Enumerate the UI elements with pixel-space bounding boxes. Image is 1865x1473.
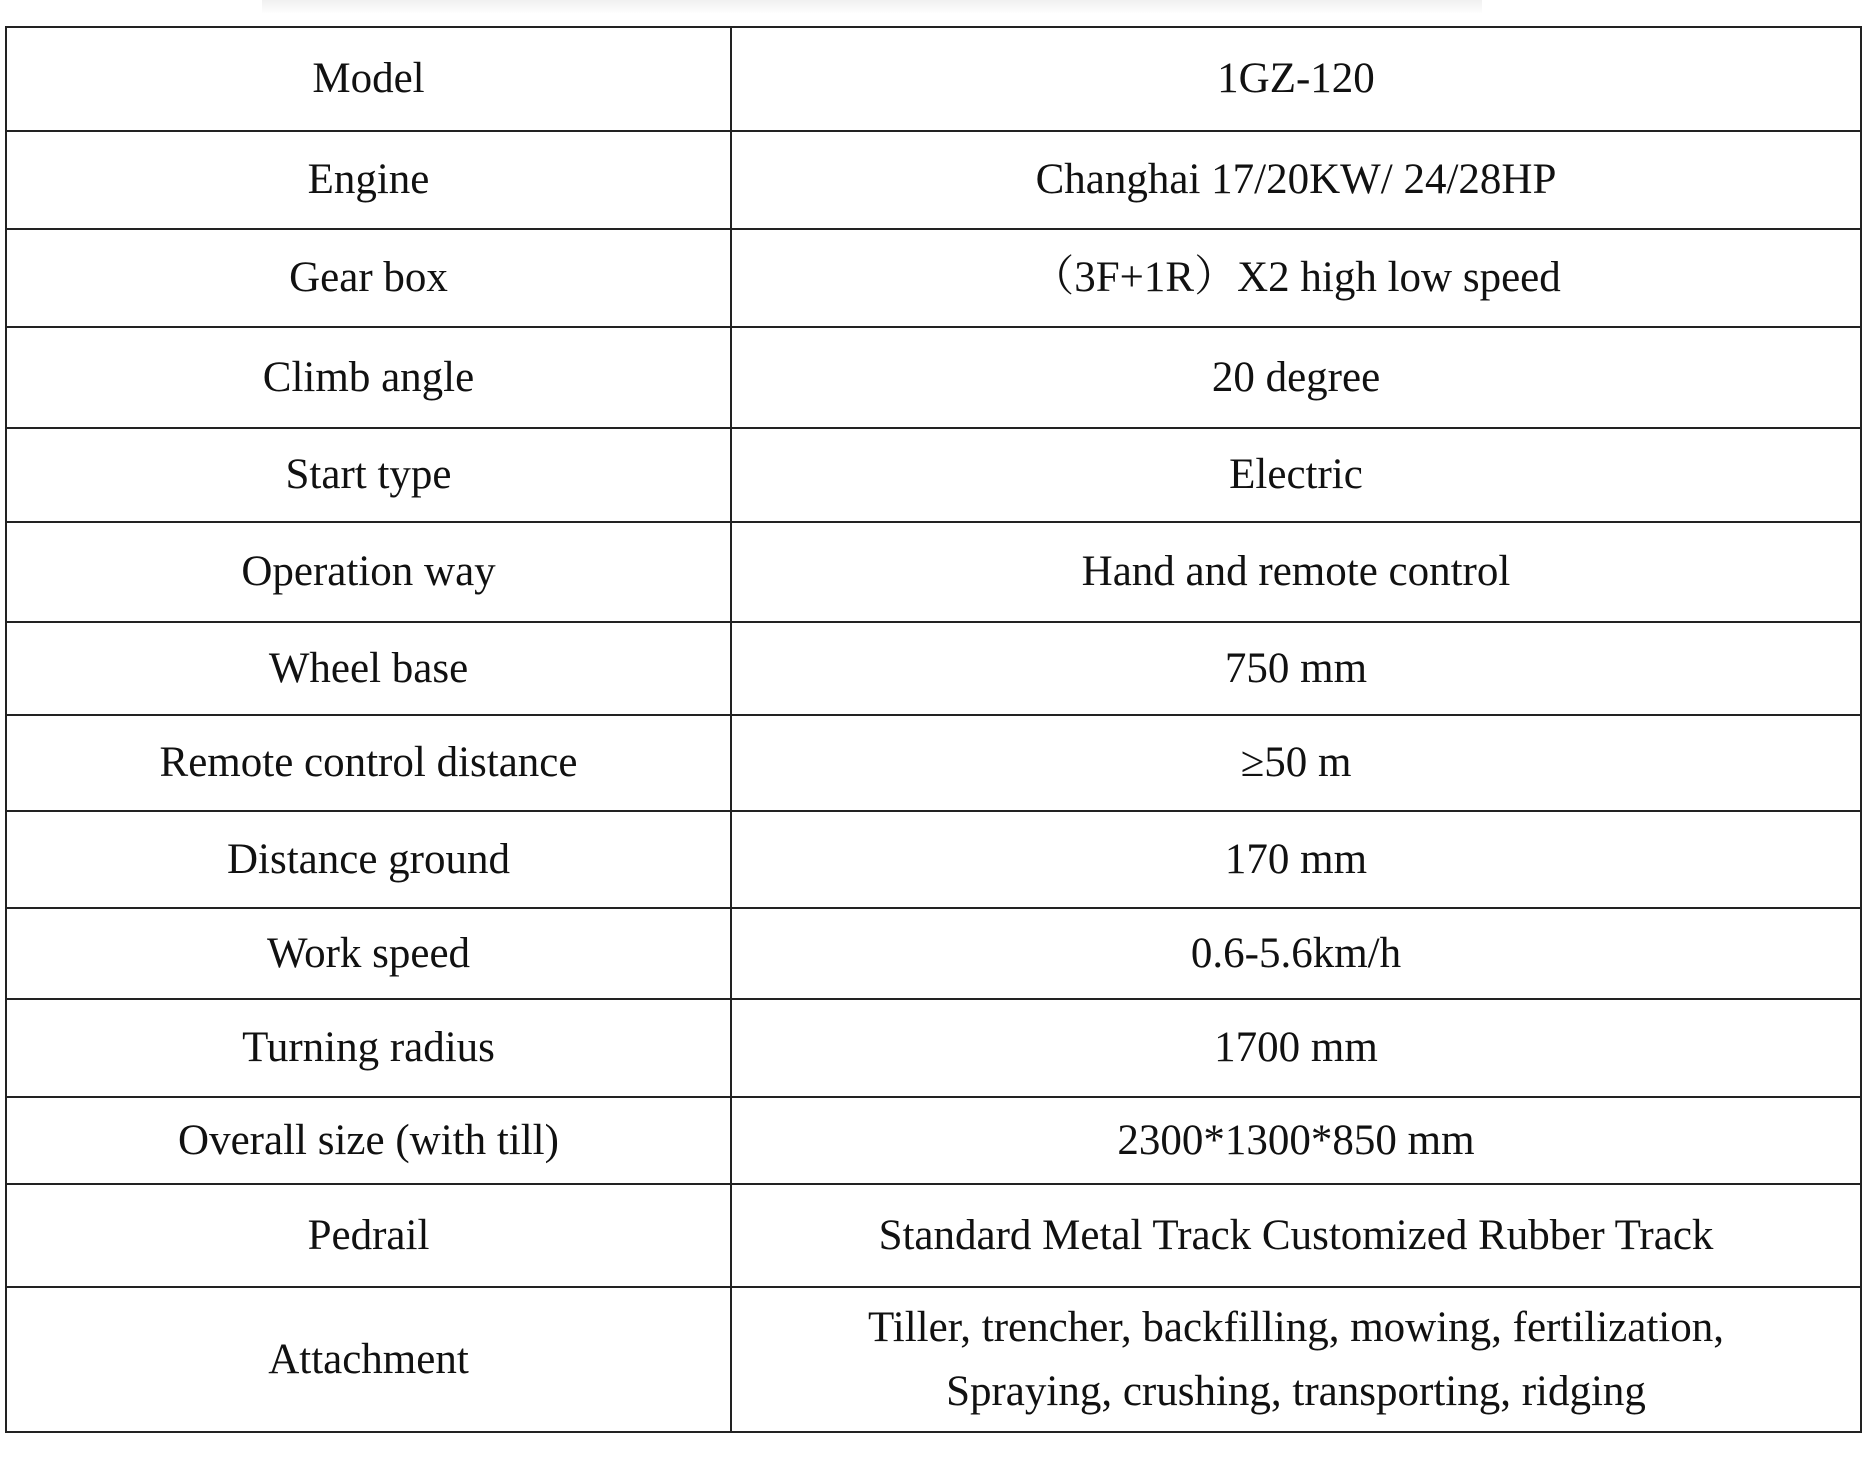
spec-label: Engine (6, 131, 731, 229)
spec-label: Turning radius (6, 999, 731, 1097)
spec-value-line: Spraying, crushing, transporting, ridging (946, 1367, 1646, 1415)
spec-value (731, 1097, 1861, 1184)
top-edge-shadow (262, 0, 1482, 14)
spec-value (731, 715, 1861, 811)
spec-value (731, 1287, 1861, 1432)
table-row (6, 428, 1861, 522)
spec-value-line: （3F+1R）X2 high low speed (1031, 254, 1561, 301)
spec-label: Overall size (with till) (6, 1097, 731, 1184)
spec-value-line: Electric (1229, 451, 1363, 498)
spec-value (731, 229, 1861, 327)
spec-value-line: Tiller, trencher, backfilling, mowing, fertilization, (868, 1303, 1724, 1351)
table-row (6, 229, 1861, 327)
table-row (6, 131, 1861, 229)
spec-value-line: 0.6-5.6km/h (1190, 929, 1402, 977)
table-row (6, 522, 1861, 622)
table-row (6, 715, 1861, 811)
spec-value-line: 1GZ-120 (1217, 55, 1375, 102)
spec-value (731, 131, 1861, 229)
table-row (6, 27, 1861, 131)
spec-value (731, 908, 1861, 999)
spec-table (5, 26, 1862, 1433)
spec-value-line: Standard Metal Track Customized Rubber Track (878, 1211, 1714, 1259)
spec-value (731, 428, 1861, 522)
spec-value-line: ≥50 m (1240, 739, 1352, 786)
spec-label: Climb angle (6, 327, 731, 428)
spec-value (731, 999, 1861, 1097)
spec-label: Operation way (6, 522, 731, 622)
table-row (6, 811, 1861, 908)
spec-value-line: 2300*1300*850 mm (1117, 1116, 1475, 1164)
spec-value-line: 750 mm (1224, 644, 1368, 692)
spec-label: Work speed (6, 908, 731, 999)
table-row (6, 908, 1861, 999)
spec-value (731, 1184, 1861, 1287)
spec-value-line: 1700 mm (1214, 1024, 1378, 1071)
table-row (6, 999, 1861, 1097)
table-row (6, 622, 1861, 715)
spec-label: Gear box (6, 229, 731, 327)
spec-table-body (6, 27, 1861, 1432)
spec-value-line: 20 degree (1211, 353, 1381, 401)
spec-value (731, 811, 1861, 908)
table-row (6, 1184, 1861, 1287)
spec-value (731, 622, 1861, 715)
spec-label: Attachment (6, 1287, 731, 1432)
spec-value-line: Hand and remote control (1081, 548, 1511, 595)
spec-label: Start type (6, 428, 731, 522)
spec-value-line: Changhai 17/20KW/ 24/28HP (1035, 156, 1557, 203)
table-row (6, 1287, 1861, 1432)
spec-value (731, 27, 1861, 131)
table-row (6, 327, 1861, 428)
spec-value (731, 522, 1861, 622)
spec-label: Wheel base (6, 622, 731, 715)
spec-label: Distance ground (6, 811, 731, 908)
spec-value (731, 327, 1861, 428)
spec-label: Model (6, 27, 731, 131)
spec-value-line: 170 mm (1224, 835, 1368, 883)
spec-label: Pedrail (6, 1184, 731, 1287)
spec-label: Remote control distance (6, 715, 731, 811)
table-row (6, 1097, 1861, 1184)
